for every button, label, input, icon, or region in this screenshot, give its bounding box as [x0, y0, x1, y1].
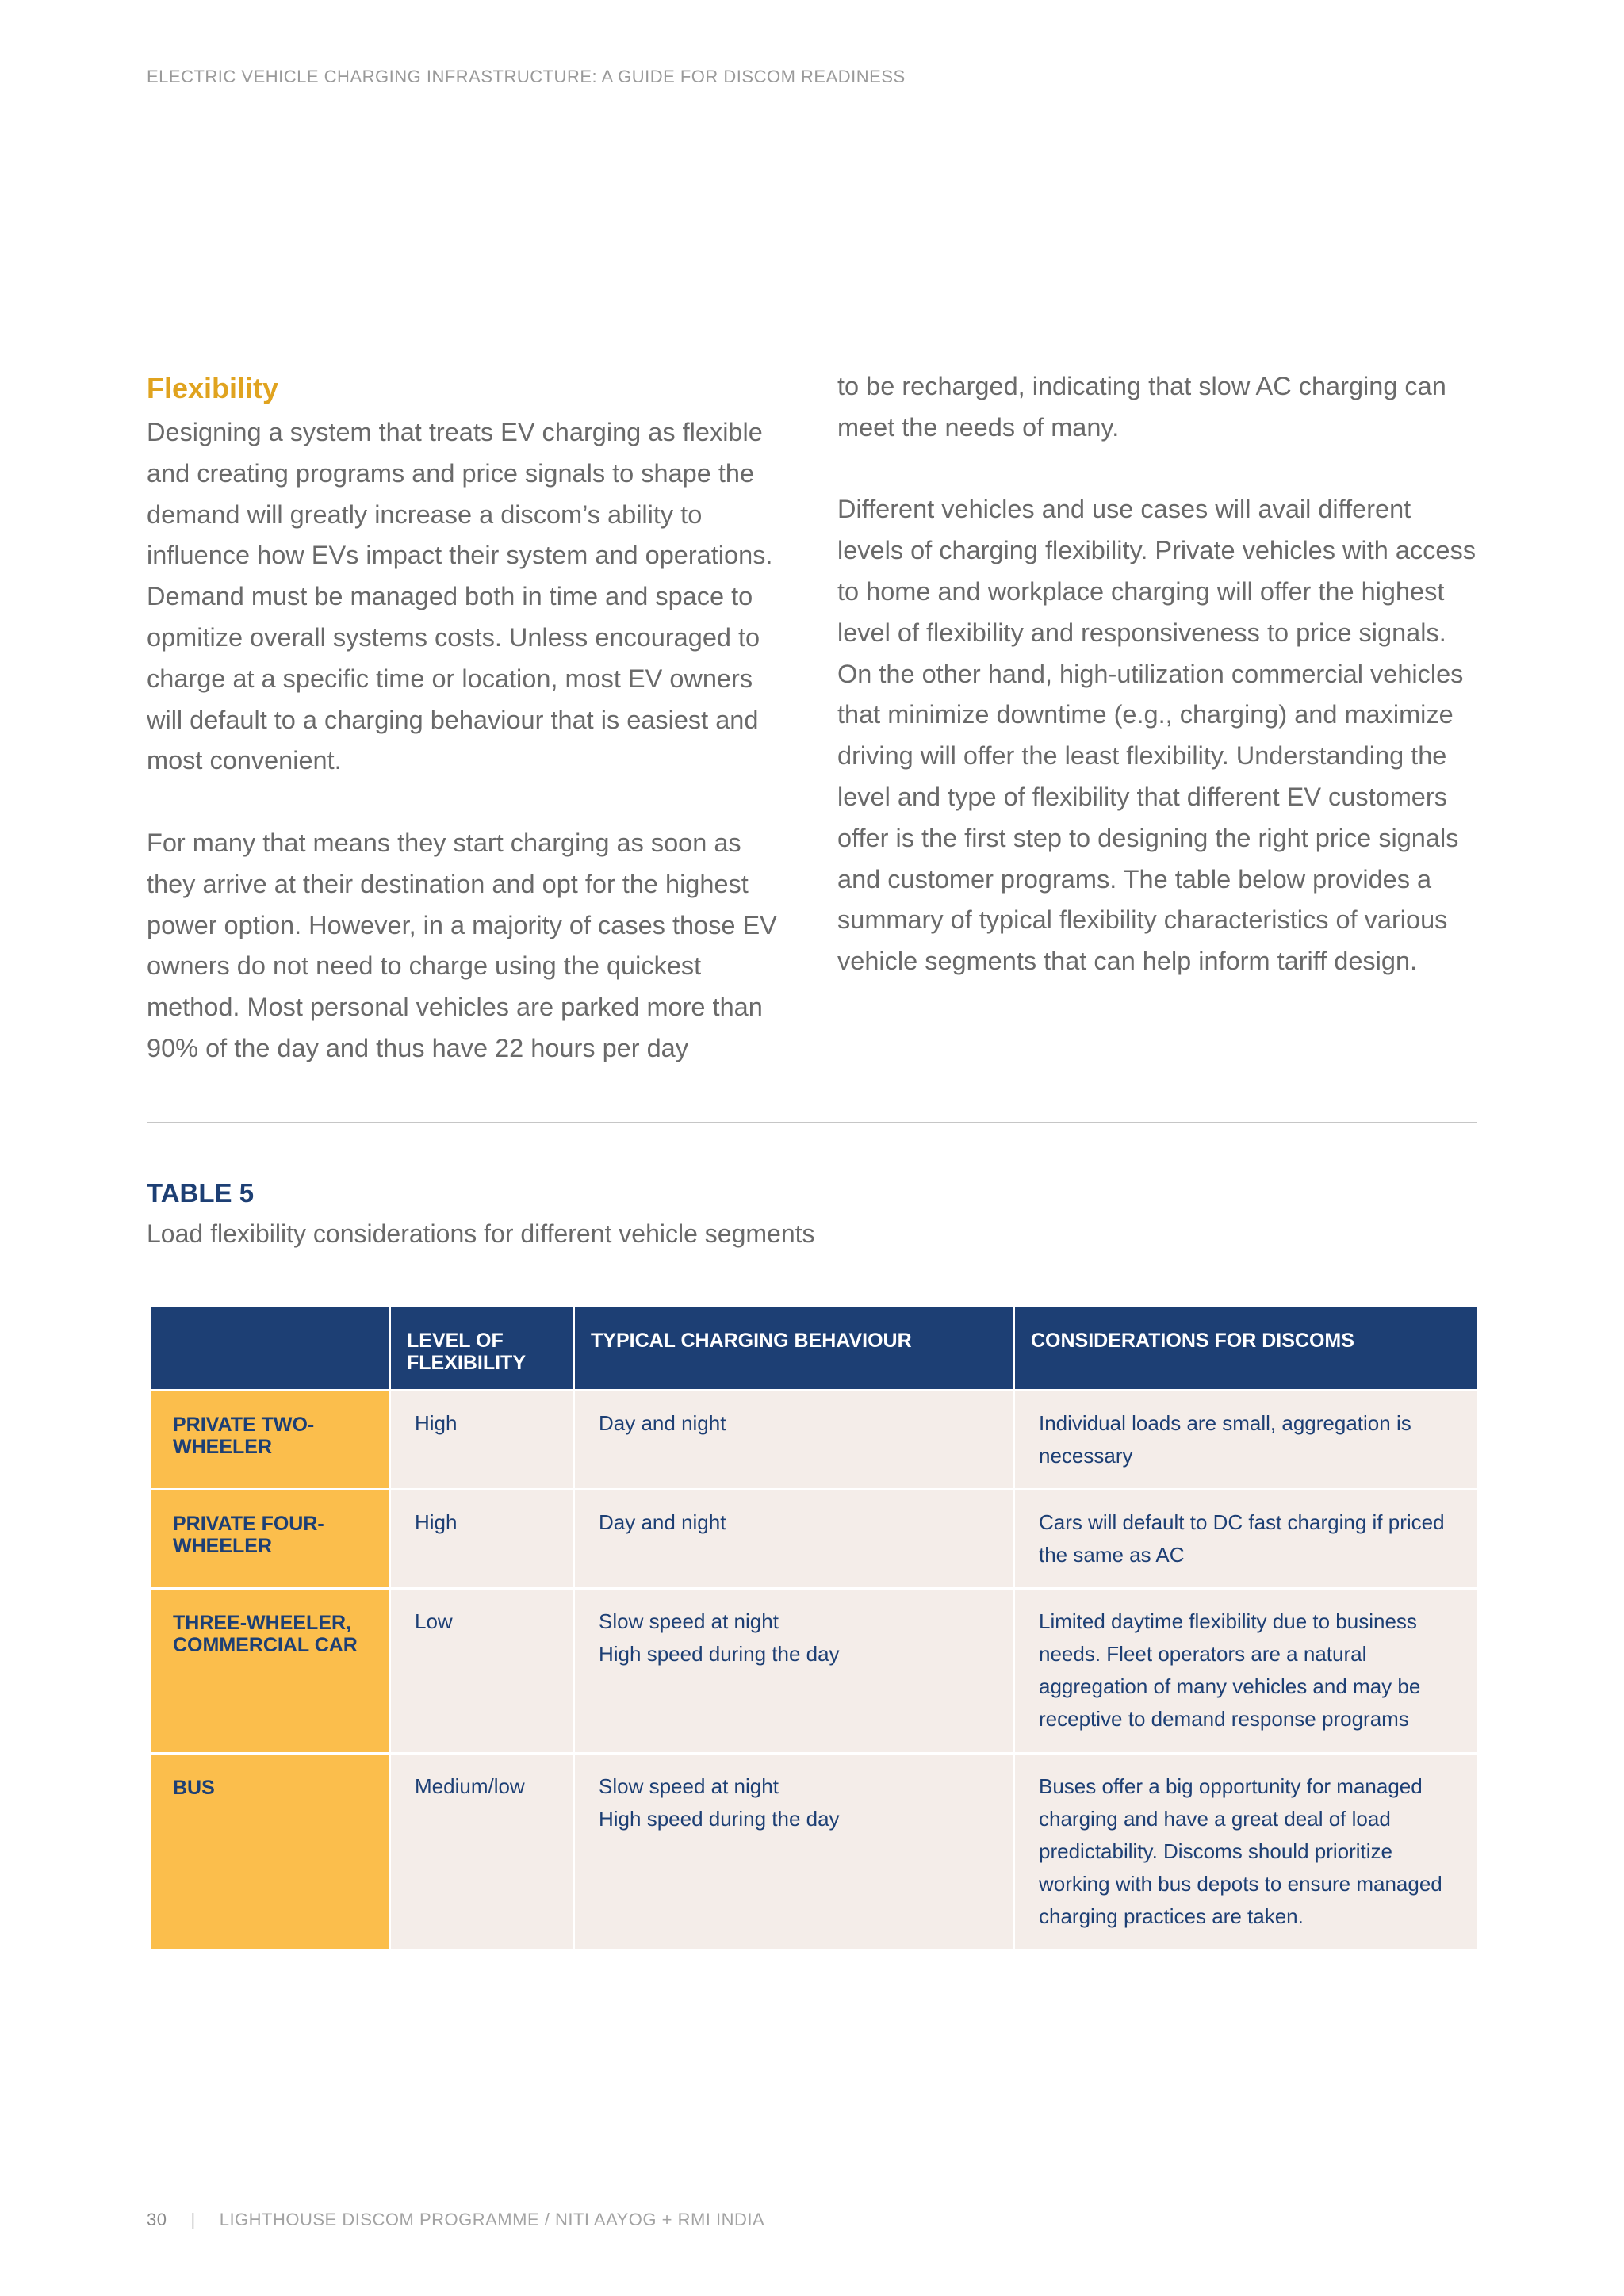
behaviour-cell [574, 1490, 1014, 1589]
section-heading: Flexibility [147, 372, 279, 404]
running-header: ELECTRIC VEHICLE CHARGING INFRASTRUCTURE: A GUIDE FOR DISCOM READINESS [147, 67, 906, 86]
considerations-cell: Buses offer a big opportunity for managed charging and have a great deal of load predictability. Discoms should prioritize working with bus depots to ensure managed charging practices are taken. [1014, 1754, 1479, 1950]
table-row [150, 1754, 1479, 1950]
behaviour-line: Day and night [599, 1510, 726, 1534]
behaviour-cell [574, 1589, 1014, 1754]
header-behaviour: TYPICAL CHARGING BEHAVIOUR [574, 1306, 1014, 1391]
section-divider [147, 1122, 1477, 1123]
flexibility-cell: High [390, 1391, 574, 1490]
page-number: 30 [147, 2210, 167, 2229]
behaviour-line: Slow speed at night [599, 1774, 779, 1798]
header-flexibility: LEVEL OF FLEXIBILITY [390, 1306, 574, 1391]
behaviour-line: Day and night [599, 1411, 726, 1435]
table-header-row [150, 1306, 1479, 1391]
header-considerations: CONSIDERATIONS FOR DISCOMS [1014, 1306, 1479, 1391]
considerations-cell: Limited daytime flexibility due to business needs. Fleet operators are a natural aggregation of many vehicles and may be receptive to demand response programs [1014, 1589, 1479, 1754]
table-row [150, 1490, 1479, 1589]
flexibility-cell: High [390, 1490, 574, 1589]
table-label: TABLE 5 [147, 1178, 255, 1207]
right-column [837, 366, 1481, 982]
header-segment [150, 1306, 390, 1391]
footer-separator: | [190, 2210, 196, 2229]
considerations-cell: Individual loads are small, aggregation is necessary [1014, 1391, 1479, 1490]
segment-cell: PRIVATE FOUR-WHEELER [150, 1490, 390, 1589]
left-paragraph-1: Designing a system that treats EV charging as flexible and creating programs and price signals to shape the demand will greatly increase a discom’s ability to influence how EVs impact their system and operations. Demand must be managed both in time and space to opmitize overall systems costs. Unless encouraged to charge at a specific time or location, most EV owners will default to a charging behaviour that is easiest and most convenient. [147, 418, 773, 775]
behaviour-cell [574, 1391, 1014, 1490]
behaviour-cell [574, 1754, 1014, 1950]
table-row [150, 1391, 1479, 1490]
left-column [147, 369, 787, 1070]
segment-cell: BUS [150, 1754, 390, 1950]
footer-publisher: LIGHTHOUSE DISCOM PROGRAMME / NITI AAYOG + RMI INDIA [219, 2210, 765, 2229]
behaviour-line: High speed during the day [599, 1642, 840, 1666]
right-paragraph-1: to be recharged, indicating that slow AC charging can meet the needs of many. [837, 372, 1446, 442]
table-row [150, 1589, 1479, 1754]
segment-cell: PRIVATE TWO-WHEELER [150, 1391, 390, 1490]
flexibility-table [148, 1304, 1480, 1951]
table-caption: Load flexibility considerations for different vehicle segments [147, 1219, 815, 1248]
flexibility-cell: Low [390, 1589, 574, 1754]
right-paragraph-2: Different vehicles and use cases will avail different levels of charging flexibility. Private vehicles with access to home and workplace charging will offer the highest level of flexibility and responsiveness to price signals. On the other hand, high-utilization commercial vehicles that minimize downtime (e.g., charging) and maximize driving will offer the least flexibility. Understanding the level and type of flexibility that different EV customers offer is the first step to designing the right price signals and customer programs. The table below provides a summary of typical flexibility characteristics of various vehicle segments that can help inform tariff design. [837, 495, 1477, 976]
page-footer [147, 2210, 764, 2230]
behaviour-line: High speed during the day [599, 1807, 840, 1831]
considerations-cell: Cars will default to DC fast charging if priced the same as AC [1014, 1490, 1479, 1589]
left-paragraph-2: For many that means they start charging as soon as they arrive at their destination and opt for the highest power option. However, in a majority of cases those EV owners do not need to charge using the quickest method. Most personal vehicles are parked more than 90% of the day and thus have 22 hours per day [147, 828, 777, 1062]
behaviour-line: Slow speed at night [599, 1609, 779, 1633]
segment-cell: THREE-WHEELER, COMMERCIAL CAR [150, 1589, 390, 1754]
flexibility-cell: Medium/low [390, 1754, 574, 1950]
